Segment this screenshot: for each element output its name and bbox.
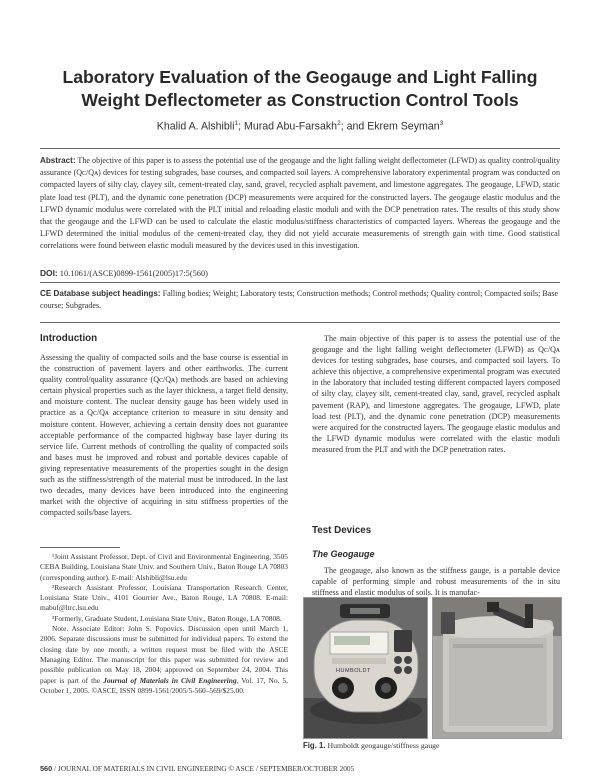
footnote-2: ²Research Assistant Professor, Louisiana Transportation Research Center, Louisiana State Univ., 4101 Gourrier Ave., Baton Rouge, LA 70808. E-mail: mabuf@ltrc.lsu.edu bbox=[40, 582, 288, 613]
doi-label: DOI: bbox=[40, 268, 58, 278]
editorial-note-text: Note. Associate Editor: John S. Popovics. Discussion open until March 1, 2006. Separate discussions must be submitted for individual papers. To extend the closing date by one month, a written request must be filed with the ASCE Managing Editor. The manuscript for this paper was submitted for review and possible publication on May 18, 2004; approved on September 24, 2004. This paper is part of the bbox=[40, 624, 288, 685]
page-footer bbox=[40, 764, 354, 773]
abstract bbox=[40, 155, 560, 253]
figure-photo-right bbox=[432, 597, 562, 739]
right-column-intro bbox=[312, 333, 560, 455]
top-rule bbox=[40, 148, 560, 149]
section-rule bbox=[40, 322, 560, 323]
title-line-1: Laboratory Evaluation of the Geogauge and Light Falling bbox=[62, 67, 538, 87]
doi-value[interactable]: 10.1061/(ASCE)0899-1561(2005)17:5(560) bbox=[57, 269, 208, 278]
subject-text: Falling bodies; Weight; Laboratory tests; Construction methods; Control methods; Quality control; Compacted soils; Base course; Subgrades. bbox=[40, 289, 559, 311]
device-brand-text: HUMBOLDT bbox=[336, 668, 371, 674]
figure-photo-left bbox=[303, 597, 428, 739]
geogauge-paragraph: The geogauge, also known as the stiffness gauge, is a portable device capable of performing simple and robust measurements of the in situ stiffness and elastic modulus of soils. It is manufac- bbox=[312, 566, 560, 598]
author-3: ; and Ekrem Seyman bbox=[340, 120, 440, 133]
paper-title bbox=[30, 66, 570, 112]
author-2: ; Murad Abu-Farsakh bbox=[238, 120, 338, 133]
geogauge-body bbox=[312, 565, 560, 598]
test-devices-heading: Test Devices bbox=[312, 525, 372, 536]
editorial-note-end: , Vol. 17, No. 5, October 1, 2005. ©ASCE, ISSN 0899-1561/2005/5-560–569/$25.00. bbox=[40, 675, 288, 695]
subject-label: CE Database subject headings: bbox=[40, 289, 161, 298]
subject-headings bbox=[40, 288, 560, 312]
author-2-sup: 2 bbox=[337, 120, 341, 127]
journal-name: Journal of Materials in Civil Engineering bbox=[103, 675, 237, 685]
introduction-heading: Introduction bbox=[40, 333, 98, 344]
geogauge-field-photo bbox=[433, 598, 561, 738]
author-line bbox=[30, 120, 570, 133]
title-line-2: Weight Deflectometer as Construction Control Tools bbox=[81, 90, 519, 110]
footnote-1: ¹Joint Assistant Professor, Dept. of Civil and Environmental Engineering, 3505 CEBA Building, Louisiana State Univ. and Southern Univ., Baton Rouge LA 70803 (corresponding author). E-mail: Alshibli@lsu.edu bbox=[40, 552, 288, 582]
geogauge-subheading: The Geogauge bbox=[312, 549, 375, 559]
page-number: 560 bbox=[40, 764, 53, 773]
footer-journal: / JOURNAL OF MATERIALS IN CIVIL ENGINEERING © ASCE / SEPTEMBER/OCTOBER 2005 bbox=[52, 764, 355, 773]
figure-caption-text: Humboldt geogauge/stiffness gauge bbox=[325, 741, 440, 750]
figure-label: Fig. 1. bbox=[303, 741, 326, 750]
abstract-text: The objective of this paper is to assess the potential use of the geogauge and the light falling weight deflectometer (LFWD) as quality control/quality assurance (Qᴄ/Qᴀ) devices for testing subgrades, base courses, and compacted soil layers. A comprehensive laboratory experimental program was conducted on compacted layers of silty clay, clayey silt, cement-treated clay, sand, gravel, recycled asphalt pavement, and limestone aggregates. The geogauge, LFWD, static plate load test (PLT), and the dynamic cone penetration (DCP) measurements were acquired for the constructed layers. The geogauge elastic modulus and the LFWD dynamic modulus were correlated with the PLT initial and reloading elastic moduli and with the DCP penetration rates. The results of this study show that the geogauge and the LFWD can be used to calculate the elastic modulus/stiffness characteristics of compacted layers. Whereas the geogauge and the LFWD determined the initial modulus of the cement-treated clay, they did not yield accurate measurements of strength gain with time. Good statistical correlations were found between elastic moduli measured by the devices used in this investigation. bbox=[40, 156, 560, 251]
introduction-paragraph: Assessing the quality of compacted soils and the base course is essential in the construction of pavement layers and other earthworks. The current quality control/quality assurance (Qᴄ/Qᴀ) methods are based on achieving certain physical properties such as the layer thickness, a target field density, and moisture content. The nuclear density gauge has been widely used in practice as a Qᴄ/Qᴀ acceptance criterion to measure in situ density and moisture content. However, achieving a certain density does not guarantee acceptable performance of the compacted highway base layer during its service life. Current methods of controlling the quality of compacted soils and bases must be improved and robust and portable devices capable of giving representative measurements of the properties sought in the design such as the stiffness/strength of the material must be introduced. In the last two decades, many devices have been introduced into the engineering market with the objective of acquiring in situ stiffness properties of the compacted soils/base layers. bbox=[40, 353, 288, 518]
footnote-rule bbox=[40, 547, 120, 548]
objective-paragraph: The main objective of this paper is to assess the potential use of the geogauge and the light falling weight deflectometer (LFWD) as Qᴄ/Qᴀ devices for testing subgrades, base courses, and compacted soil layers. To achieve this objective, a comprehensive experimental program was executed in the laboratory that included testing different compacted layers composed of silty clay, clayey silt, cement-treated clay, sand, gravel, recycled asphalt pavement (RAP), and limestone aggregates. The geogauge, LFWD, plate load test (PLT), and the dynamic cone penetration (DCP) measurements were acquired for the constructed layers. The geogauge elastic modulus and the LFWD dynamic modulus were correlated with the elastic moduli measured from the PLT and with the DCP penetration rates. bbox=[312, 334, 560, 454]
author-3-sup: 3 bbox=[439, 120, 444, 127]
mid-rule bbox=[40, 282, 560, 283]
introduction-body bbox=[40, 352, 288, 518]
abstract-label: Abstract: bbox=[40, 156, 76, 165]
doi bbox=[40, 268, 560, 278]
figure-caption bbox=[303, 741, 440, 750]
editorial-note bbox=[40, 624, 288, 696]
author-1-sup: 1 bbox=[234, 120, 239, 127]
footnote-3: ³Formerly, Graduate Student, Louisiana State Univ., Baton Rouge, LA 70808. bbox=[52, 613, 282, 623]
footnotes bbox=[40, 552, 288, 696]
author-1: Khalid A. Alshibli bbox=[156, 120, 235, 133]
